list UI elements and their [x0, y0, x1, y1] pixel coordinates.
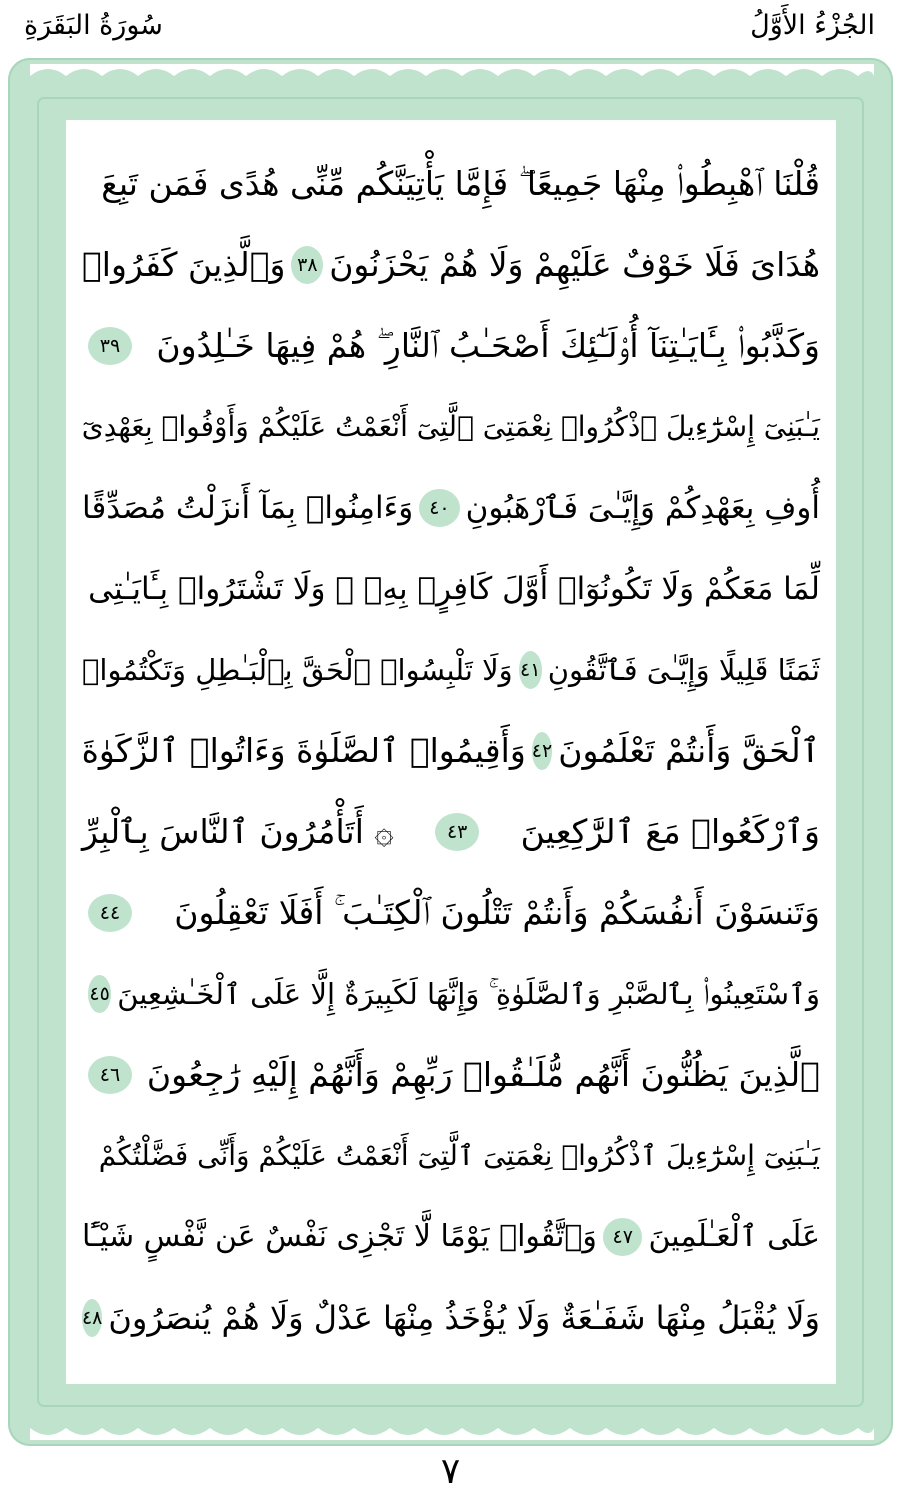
verse-segment: ثَمَنًا قَلِيلًا وَإِيَّـٰىَ فَٱتَّقُونِ [547, 653, 820, 687]
verse-line [82, 468, 820, 548]
verse-segment: وَلَا تَلْبِسُوا۟ ٱلْحَقَّ بِٱلْبَـٰطِلِ وَتَكْتُمُوا۟ [82, 653, 513, 687]
verse-text-area [66, 120, 836, 1384]
surah-title: سُورَةُ البَقَرَةِ [24, 10, 163, 41]
verse-segment: وَٱرْكَعُوا۟ مَعَ ٱلرَّٰكِعِينَ [520, 812, 820, 851]
verse-line [82, 792, 820, 872]
verse-segment: عَلَى ٱلْعَـٰلَمِينَ [648, 1219, 820, 1254]
verse-line [82, 306, 820, 386]
verse-segment: وَٱسْتَعِينُوا۟ بِٱلصَّبْرِ وَٱلصَّلَوٰةِ ۚ وَإِنَّهَا لَكَبِيرَةٌ إِلَّا عَلَى ٱلْخَـٰشِعِينَ [117, 977, 820, 1011]
verse-segment: يَـٰبَنِىٓ إِسْرَٰٓءِيلَ ٱذْكُرُوا۟ نِعْمَتِىَ ٱلَّتِىٓ أَنْعَمْتُ عَلَيْكُمْ وَأَنِّى فَضَّلْتُكُمْ [98, 1139, 820, 1172]
verse-segment: ٱلْحَقَّ وَأَنتُمْ تَعْلَمُونَ [558, 731, 820, 770]
verse-segment: وَلَا يُقْبَلُ مِنْهَا شَفَـٰعَةٌ وَلَا يُؤْخَذُ مِنْهَا عَدْلٌ وَلَا هُمْ يُنصَرُونَ [108, 1299, 820, 1337]
verse-segment: وَءَامِنُوا۟ بِمَآ أَنزَلْتُ مُصَدِّقًا [82, 490, 414, 526]
verse-line [82, 1035, 820, 1115]
verse-line [82, 1278, 820, 1358]
ayah-number-marker: ٤٠ [419, 489, 459, 527]
verse-segment: يَـٰبَنِىٓ إِسْرَٰٓءِيلَ ٱذْكُرُوا۟ نِعْمَتِىَ ٱلَّتِىٓ أَنْعَمْتُ عَلَيْكُمْ وَأَوْفُوا۟ بِعَهْدِىٓ [81, 410, 820, 443]
verse-segment: ٱلَّذِينَ يَظُنُّونَ أَنَّهُم مُّلَـٰقُوا۟ رَبِّهِمْ وَأَنَّهُمْ إِلَيْهِ رَٰجِعُونَ [146, 1055, 820, 1094]
ayah-number-marker: ٣٨ [291, 246, 323, 284]
verse-line [82, 225, 820, 305]
ayah-number-marker: ٤٨ [82, 1299, 102, 1337]
ayah-number-marker: ٤٤ [88, 894, 132, 932]
verse-segment: قُلْنَا ٱهْبِطُوا۟ مِنْهَا جَمِيعًا ۖ فَإِمَّا يَأْتِيَنَّكُم مِّنِّى هُدًى فَمَن تَبِعَ [101, 164, 820, 203]
verse-segment: وَتَنسَوْنَ أَنفُسَكُمْ وَأَنتُمْ تَتْلُونَ ٱلْكِتَـٰبَ ۚ أَفَلَا تَعْقِلُونَ [174, 893, 820, 932]
verse-segment: لِّمَا مَعَكُمْ وَلَا تَكُونُوٓا۟ أَوَّلَ كَافِرٍۭ بِهِۦ ۖ وَلَا تَشْتَرُوا۟ بِـَٔايَـٰتِى [88, 571, 820, 607]
verse-line [82, 630, 820, 710]
ayah-number-marker: ٤٥ [88, 975, 111, 1013]
ayah-number-marker: ٤١ [519, 651, 542, 689]
verse-line [82, 387, 820, 467]
verse-line [82, 549, 820, 629]
verse-segment: ۞ أَتَأْمُرُونَ ٱلنَّاسَ بِٱلْبِرِّ [82, 812, 394, 851]
verse-segment: وَٱلَّذِينَ كَفَرُوا۟ [82, 245, 286, 284]
ayah-number-marker: ٤٣ [435, 813, 479, 851]
ayah-number-marker: ٤٦ [88, 1056, 132, 1094]
verse-line [82, 1197, 820, 1277]
page-header [0, 0, 901, 58]
verse-line [82, 954, 820, 1034]
verse-segment: وَٱتَّقُوا۟ يَوْمًا لَّا تَجْزِى نَفْسٌ عَن نَّفْسٍ شَيْـًٔا [82, 1219, 597, 1254]
verse-segment: وَأَقِيمُوا۟ ٱلصَّلَوٰةَ وَءَاتُوا۟ ٱلزَّكَوٰةَ [81, 731, 526, 770]
verse-line [82, 711, 820, 791]
verse-line [82, 873, 820, 953]
verse-line [82, 144, 820, 224]
ayah-number-marker: ٤٧ [603, 1218, 643, 1256]
verse-segment: هُدَاىَ فَلَا خَوْفٌ عَلَيْهِمْ وَلَا هُمْ يَحْزَنُونَ [329, 245, 820, 284]
page-number: ٧ [440, 1451, 461, 1492]
verse-segment: أُوفِ بِعَهْدِكُمْ وَإِيَّـٰىَ فَٱرْهَبُونِ [465, 490, 820, 526]
verse-line [82, 1116, 820, 1196]
decorative-frame [8, 58, 893, 1446]
ayah-number-marker: ٤٢ [532, 732, 552, 770]
ayah-number-marker: ٣٩ [88, 327, 132, 365]
verse-segment: وَكَذَّبُوا۟ بِـَٔايَـٰتِنَآ أُو۟لَـٰٓئِكَ أَصْحَـٰبُ ٱلنَّارِ ۖ هُمْ فِيهَا خَـٰلِدُونَ [156, 326, 820, 365]
juz-title: الجُزْءُ الأَوَّلُ [750, 10, 875, 41]
